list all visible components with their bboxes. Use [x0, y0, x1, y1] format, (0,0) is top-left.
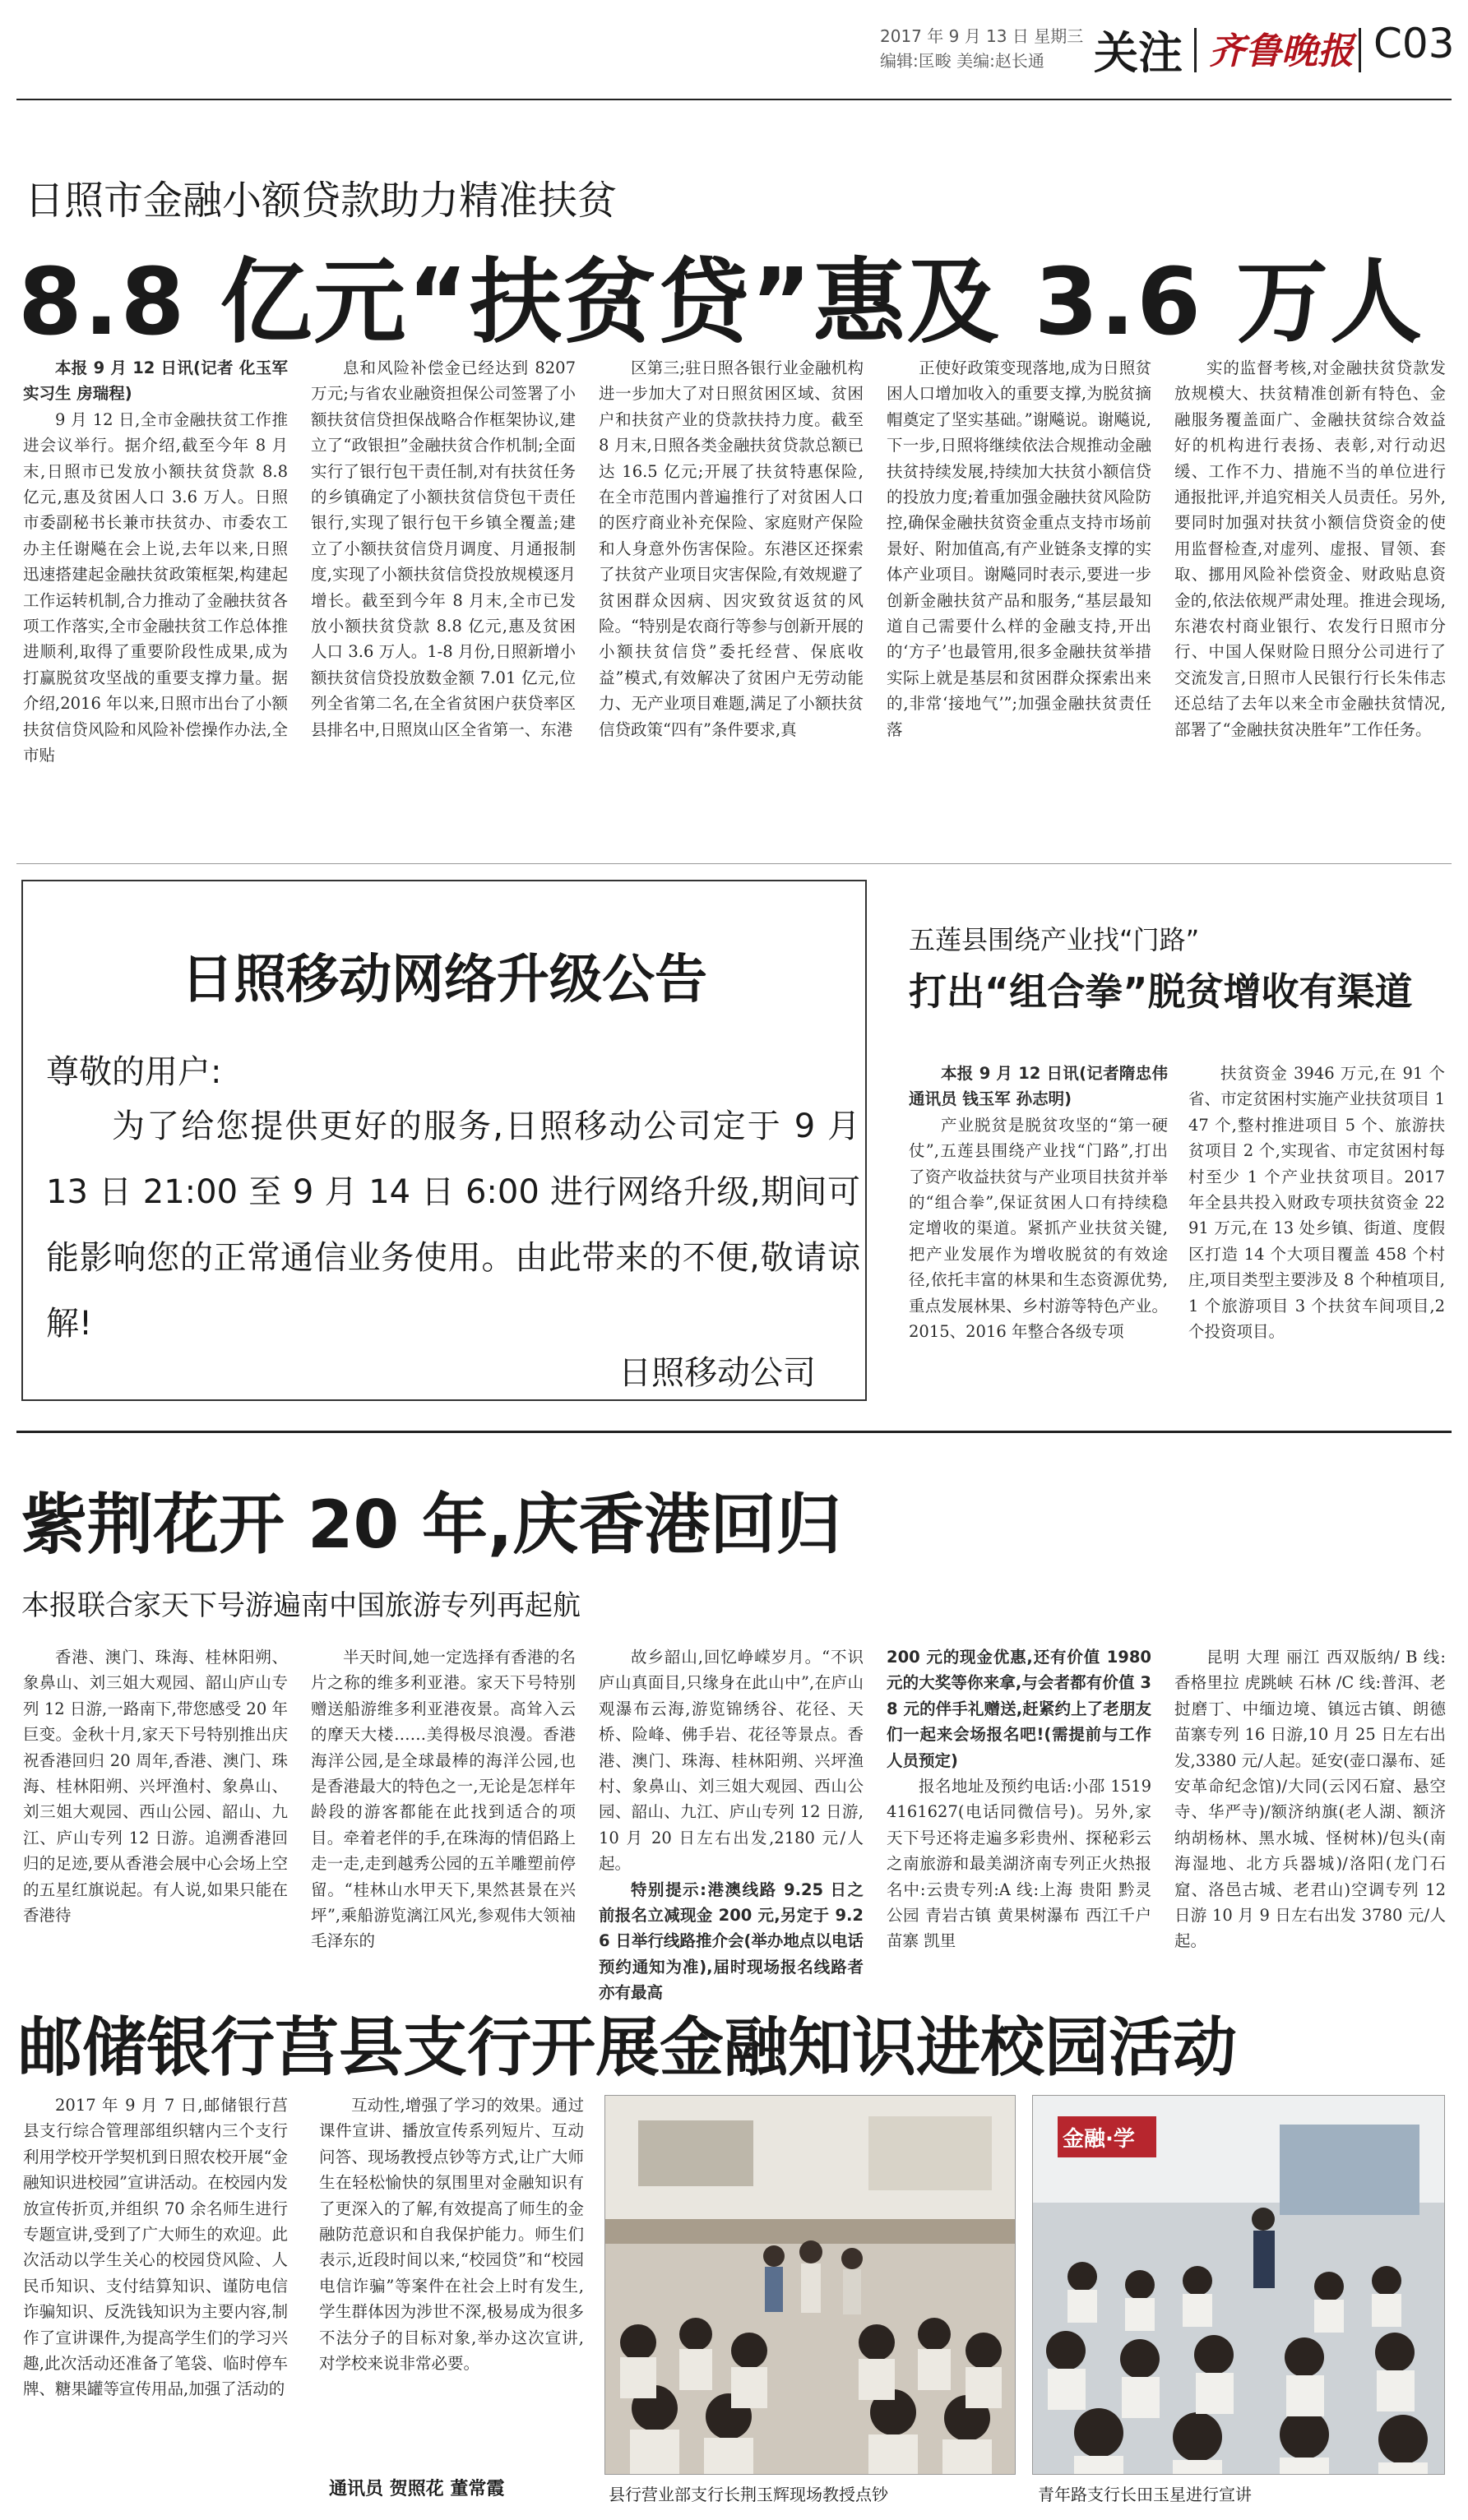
story1-col5-text: 实的监督考核,对金融扶贫贷款发放规模大、扶贫精准创新有特色、金融服务覆盖面广、金融扶贫综合效益好的机构进行表扬、表彰,对行动迟缓、工作不力、措施不当的单位进行通报批评,并追究相关人员责任。另外,要同时加强对扶贫小额信贷资金的使用监督检查,对虚列、虚报、冒领、套取、挪用风险补偿资金、财政贴息资金的,依法依规严肃处理。推进会现场,东港农村商业银行、农发行日照市分行、中国人保财险日照分公司进行了交流发言,日照市人民银行行长朱伟志还总结了去年以来全市金融扶贫情况,部署了“金融扶贫决胜年”工作任务。 — [1174, 358, 1446, 739]
story1-column-2 — [311, 355, 576, 845]
story2-lead: 本报 9 月 12 日讯(记者隋忠伟 通讯员 钱玉军 孙志明) — [909, 1064, 1168, 1109]
notice-box — [21, 880, 867, 1401]
story4-column-1 — [23, 2092, 288, 2512]
story1-column-3 — [599, 355, 864, 845]
story4-headline: 邮储银行莒县支行开展金融知识进校园活动 — [18, 2011, 1238, 2085]
story3-column-1 — [23, 1644, 288, 1972]
header-date: 2017 年 9 月 13 日 星期三 — [880, 26, 1084, 46]
story3-column-2 — [311, 1644, 576, 1972]
story3-subhead: 本报联合家天下号游遍南中国旅游专列再起航 — [21, 1589, 581, 1622]
classroom-photo-2-image — [1033, 2096, 1444, 2474]
classroom-sign-text: 金融·学 — [1063, 2127, 1135, 2152]
story2-column-2 — [1188, 1061, 1445, 1398]
story3-col3-text: 故乡韶山,回忆峥嵘岁月。“不识庐山真面目,只缘身在此山中”,在庐山观瀑布云海,游览锦绣谷、花径、天桥、险峰、佛手岩、花径等景点。香港、澳门、珠海、桂林阳朔、兴坪渔村、象鼻山、刘三姐大观园、西山公园、韶山、九江、庐山专列 12 日游,10 月 20 日左右出发,2180 元/人起。 — [599, 1648, 864, 1874]
story3-column-4 — [887, 1644, 1151, 1972]
story1-kicker: 日照市金融小额贷款助力精准扶贫 — [25, 178, 618, 224]
page-number: C03 — [1373, 20, 1455, 67]
notice-greeting: 尊敬的用户: — [46, 1053, 222, 1091]
story2-col2-text: 扶贫资金 3946 万元,在 91 个省、市定贫困村实施产业扶贫项目 147 个,整村推进项目 5 个、旅游扶贫项目 2 个,实现省、市定贫困村每村至少 1 个产业扶贫项目。2017 年全县共投入财政专项扶贫资金 2291 万元,在 13 处乡镇、街道、度假区打造 14 个大项目覆盖 458 个村庄,项目类型主要涉及 8 个种植项目,1 个旅游项目 3 个扶贫车间项目,2 个投资项目。 — [1188, 1064, 1445, 1342]
story2-col1-text: 产业脱贫是脱贫攻坚的“第一硬仗”,五莲县围绕产业找“门路”,打出了资产收益扶贫与产业项目扶贫并举的“组合拳”,保证贫困人口有持续稳定增收的渠道。紧抓产业扶贫关键,把产业发展作为增收脱贫的有效途径,依托丰富的林果和生态资源优势,重点发展林果、乡村游等特色产业。2015、2016 年整合各级专项 — [909, 1115, 1168, 1342]
story3-column-3 — [599, 1644, 864, 2003]
story1-col2-text: 息和风险补偿金已经达到 8207 万元;与省农业融资担保公司签署了小额扶贫信贷担保战略合作框架协议,建立了“政银担”金融扶贫合作机制;全面实行了银行包干责任制,对有扶贫任务的乡镇确定了小额扶贫信贷包干责任银行,实现了银行包干乡镇全覆盖;建立了小额扶贫信贷月调度、月通报制度,实现了小额扶贫信贷投放规模逐月增长。截至到今年 8 月末,全市已发放小额扶贫贷款 8.8 亿元,惠及贫困人口 3.6 万人。1-8 月份,日照新增小额扶贫信贷投放数金额 7.01 亿元,位列全省第二名,在全省贫困户获贷率区县排名中,日照岚山区全省第一、东港 — [311, 358, 576, 739]
story1-col4-text: 正使好政策变现落地,成为日照贫困人口增加收入的重要支撑,为脱贫摘帽奠定了坚实基础。”谢飚说。谢飚说,下一步,日照将继续依法合规推动金融扶贫持续发展,持续加大扶贫小额信贷的投放力度;着重加强金融扶贫风险防控,确保金融扶贫资金重点支持市场前景好、附加值高,有产业链条支撑的实体产业项目。谢飚同时表示,要进一步创新金融扶贫产品和服务,“基层最知道自己需要什么样的金融支持,开出的‘方子’也最管用,很多金融扶贫举措实际上就是基层和贫困群众探索出来的,非常‘接地气’”;加强金融扶贫责任落 — [887, 358, 1151, 739]
classroom-photo-1-image — [605, 2096, 1015, 2474]
story3-col4-text: 200 元的现金优惠,还有价值 1980 元的大奖等你来拿,与会者都有价值 38 元的伴手礼赠送,赶紧约上了老朋友们一起来会场报名吧!(需提前与工作人员预定) — [887, 1648, 1151, 1770]
story1-column-1 — [23, 355, 288, 845]
story2-kicker: 五莲县围绕产业找“门路” — [909, 924, 1200, 955]
photo-2-caption: 青年路支行长田玉星进行宣讲 — [1038, 2485, 1252, 2504]
story2-headline: 打出“组合拳”脱贫增收有渠道 — [909, 969, 1413, 1014]
newspaper-logo: 齐鲁晚报 — [1209, 30, 1354, 72]
story1-column-4 — [887, 355, 1151, 845]
photo-1-caption: 县行营业部支行长荆玉辉现场教授点钞 — [609, 2485, 888, 2504]
classroom-photo-1 — [604, 2095, 1016, 2475]
header-divider — [1194, 28, 1197, 72]
story1-col3-text: 区第三;驻日照各银行业金融机构进一步加大了对日照贫困区域、贫困户和扶贫产业的贷款扶持力度。截至 8 月末,日照各类金融扶贫贷款总额已达 16.5 亿元;开展了扶贫特惠保险,在全市范围内普遍推行了对贫困人口的医疗商业补充保险、家庭财产保险和人身意外伤害保险。东港区还探索了扶贫产业项目灾害保险,有效规避了贫困群众因病、因灾致贫返贫的风险。“特别是农商行等参与创新开展的小额扶贫信贷”委托经营、保底收益”模式,有效解决了贫困户无劳动能力、无产业项目难题,满足了小额扶贫信贷政策“四有”条件要求,真 — [599, 358, 864, 739]
header-rule — [16, 99, 1452, 100]
story4-column-2 — [319, 2092, 584, 2467]
story2-column-1 — [909, 1061, 1168, 1398]
header-editors: 编辑:匡畯 美编:赵长通 — [880, 51, 1044, 71]
notice-title: 日照移动网络升级公告 — [181, 950, 707, 1010]
story3-headline: 紫荆花开 20 年,庆香港回归 — [21, 1487, 842, 1563]
story1-lead: 本报 9 月 12 日讯(记者 化玉军 实习生 房瑞程) — [23, 358, 288, 404]
header-divider — [1359, 28, 1361, 72]
classroom-photo-2 — [1032, 2095, 1445, 2475]
story1-column-5 — [1174, 355, 1446, 845]
story3-special-notice: 特别提示:港澳线路 9.25 日之前报名立减现金 200 元,另定于 9.26 日举行线路推介会(举办地点以电话预约通知为准),届时现场报名线路者亦有最高 — [599, 1880, 864, 2003]
story1-col1-text: 9 月 12 日,全市金融扶贫工作推进会议举行。据介绍,截至今年 8 月末,日照市已发放小额扶贫贷款 8.8 亿元,惠及贫困人口 3.6 万人。日照市委副秘书长兼市扶贫办、市委农工办主任谢飚在会上说,去年以来,日照迅速搭建起金融扶贫政策框架,构建起工作运转机制,合力推动了金融扶贫各项工作落实,全市金融扶贫工作总体推进顺利,取得了重要阶段性成果,成为打赢脱贫攻坚战的重要支撑力量。据介绍,2016 年以来,日照市出台了小额扶贫信贷风险和风险补偿操作办法,全市贴 — [23, 409, 288, 765]
story3-col5-text: 昆明 大理 丽江 西双版纳/ B 线:香格里拉 虎跳峡 石林 /C 线:普洱、老挝磨丁、中缅边境、镇远古镇、朗德苗寨专列 16 日游,10 月 25 日左右出发,3380 元/人起。延安(壶口瀑布、延安革命纪念馆)/大同(云冈石窟、悬空寺、华严寺)/额济纳旗(老人湖、额济纳胡杨林、黑水城、怪树林)/包头(南海湿地、北方兵器城)/洛阳(龙门石窟、洛邑古城、老君山)空调专列 12 日游 10 月 9 日左右出发 3780 元/人起。 — [1174, 1648, 1446, 1951]
story3-col1-text: 香港、澳门、珠海、桂林阳朔、象鼻山、刘三姐大观园、韶山庐山专列 12 日游,一路南下,带您感受 20 年巨变。金秋十月,家天下号特别推出庆祝香港回归 20 周年,香港、澳门、珠海、桂林阳朔、兴坪渔村、象鼻山、刘三姐大观园、西山公园、韶山、九江、庐山专列 12 日游。追溯香港回归的足迹,要从香港会展中心会场上空的五星红旗说起。有人说,如果只能在香港待 — [23, 1648, 288, 1926]
story3-column-5 — [1174, 1644, 1446, 1972]
notice-body: 为了给您提供更好的服务,日照移动公司定于 9 月 13 日 21:00 至 9 月 14 日 6:00 进行网络升级,期间可能影响您的正常通信业务使用。由此带来的不便,敬请谅解! — [46, 1107, 860, 1343]
notice-signature: 日照移动公司 — [618, 1354, 816, 1392]
story3-col4b-text: 报名地址及预约电话:小邵 15194161627(电话同微信号)。另外,家天下号还将走遍多彩贵州、探秘彩云之南旅游和最美湖济南专列正火热报名中:云贵专列:A 线:上海 贵阳 黔灵公园 青岩古镇 黄果树瀑布 西江千户苗寨 凯里 — [887, 1777, 1151, 1951]
story4-byline: 通讯员 贺照花 董常霞 — [329, 2479, 505, 2499]
story1-headline: 8.8 亿元“扶贫贷”惠及 3.6 万人 — [18, 249, 1424, 356]
section-rule — [16, 1431, 1452, 1433]
story1-rule — [16, 863, 1452, 864]
story4-col1-text: 2017 年 9 月 7 日,邮储银行莒县支行综合管理部组织辖内三个支行利用学校开学契机到日照农校开展“金融知识进校园”宣讲活动。在校园内发放宣传折页,并组织 70 余名师生进行专题宣讲,受到了广大师生的欢迎。此次活动以学生关心的校园贷风险、人民币知识、支付结算知识、谨防电信诈骗知识、反洗钱知识为主要内容,制作了宣讲课件,为提高学生们的学习兴趣,此次活动还准备了笔袋、临时停车牌、糖果罐等宣传用品,加强了活动的 — [23, 2096, 288, 2399]
story3-col2-text: 半天时间,她一定选择有香港的名片之称的维多利亚港。家天下号特别赠送船游维多利亚港夜景。高耸入云的摩天大楼……美得极尽浪漫。香港海洋公园,是全球最棒的海洋公园,也是香港最大的特色之一,无论是怎样年龄段的游客都能在此找到适合的项目。牵着老伴的手,在珠海的情侣路上走一走,走到越秀公园的五羊雕塑前停留。“桂林山水甲天下,果然甚景在兴坪”,乘船游览漓江风光,参观伟大领袖毛泽东的 — [311, 1648, 576, 1951]
section-title: 关注 — [1094, 27, 1183, 79]
story4-col2-text: 互动性,增强了学习的效果。通过课件宣讲、播放宣传系列短片、互动问答、现场教授点钞等方式,让广大师生在轻松愉快的氛围里对金融知识有了更深入的了解,有效提高了师生的金融防范意识和自我保护能力。师生们表示,近段时间以来,“校园贷”和“校园电信诈骗”等案件在社会上时有发生,学生群体因为涉世不深,极易成为很多不法分子的目标对象,举办这次宣讲,对学校来说非常必要。 — [319, 2096, 584, 2374]
